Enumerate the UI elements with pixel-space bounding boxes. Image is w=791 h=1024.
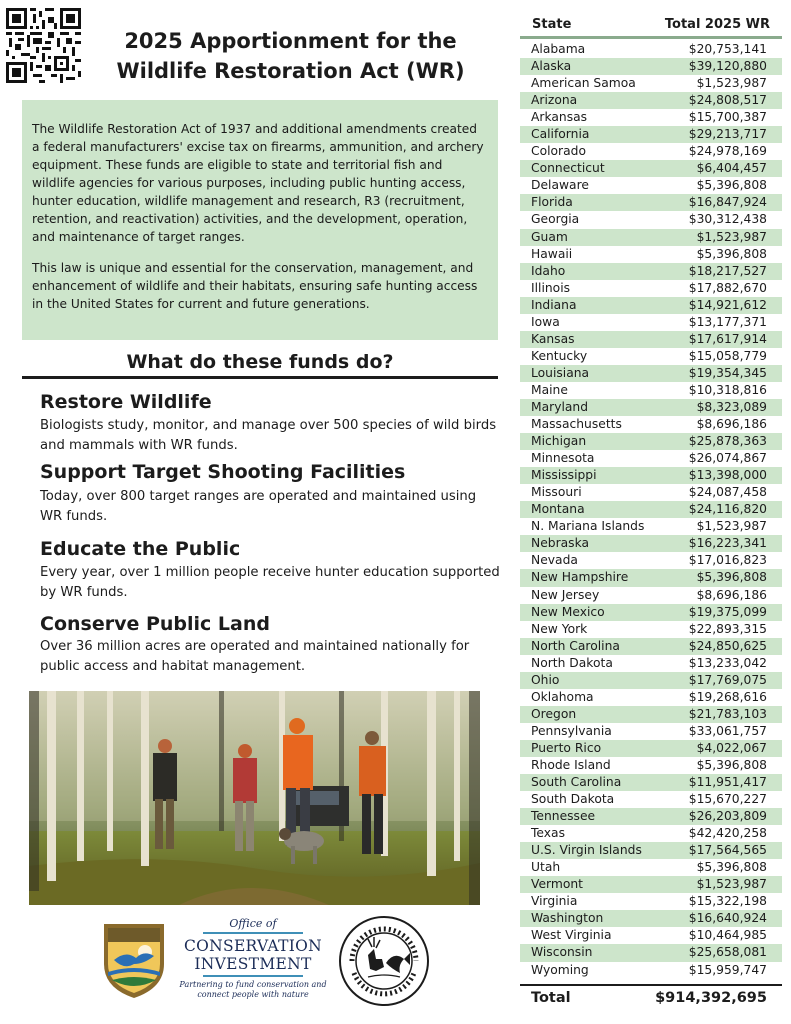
state-name: Texas — [531, 826, 565, 841]
state-name: Michigan — [531, 434, 587, 449]
state-name: Iowa — [531, 314, 560, 329]
table-header-rule — [520, 36, 782, 39]
state-amount: $22,893,315 — [688, 621, 767, 636]
fund-heading-restore-wildlife: Restore Wildlife — [40, 391, 212, 413]
state-name: Oregon — [531, 706, 577, 721]
table-row — [520, 604, 782, 621]
state-amount: $10,464,985 — [688, 928, 767, 943]
oci-rule-bottom — [203, 975, 303, 977]
state-name: Arkansas — [531, 110, 588, 125]
table-row — [520, 467, 782, 484]
state-amount: $5,396,808 — [696, 178, 767, 193]
state-name: Wisconsin — [531, 945, 593, 960]
table-row — [520, 194, 782, 211]
table-row — [520, 927, 782, 944]
state-name: Missouri — [531, 485, 582, 500]
fund-heading-educate-public: Educate the Public — [40, 538, 241, 560]
state-name: Utah — [531, 860, 561, 875]
table-row — [520, 689, 782, 706]
fund-text-restore-wildlife: Biologists study, monitor, and manage over 500 species of wild birds and mammals with WR funds. — [40, 418, 497, 453]
table-row — [520, 859, 782, 876]
state-amount: $17,882,670 — [688, 280, 767, 295]
state-amount: $24,116,820 — [688, 502, 767, 517]
state-name: Vermont — [531, 877, 583, 892]
table-row — [520, 518, 782, 535]
state-name: Delaware — [531, 178, 589, 193]
table-row — [520, 314, 782, 331]
state-amount: $24,808,517 — [688, 93, 767, 108]
state-name: New Mexico — [531, 604, 605, 619]
oci-tagline: Partnering to fund conservation and connect people with nature — [179, 980, 327, 999]
intro-paragraph-1: The Wildlife Restoration Act of 1937 and additional amendments created a federal manufacturers' excise tax on firearms, ammunition, and archery equipment. These funds are eligible to state and territorial fish and wildlife agencies for various purposes, including public hunting access, hunter education, wildlife management and research, R3 (recruitment, retention, and reactivation) activities, and the development, operation, and maintenance of target ranges. — [32, 122, 484, 244]
state-name: Florida — [531, 195, 573, 210]
state-amount: $19,375,099 — [688, 604, 767, 619]
state-amount: $17,564,565 — [688, 843, 767, 858]
state-name: Hawaii — [531, 246, 573, 261]
state-name: Wyoming — [531, 962, 589, 977]
state-name: South Dakota — [531, 792, 615, 807]
state-amount: $8,323,089 — [696, 399, 767, 414]
state-name: New Hampshire — [531, 570, 629, 585]
state-amount: $17,016,823 — [688, 553, 767, 568]
state-amount: $16,640,924 — [688, 911, 767, 926]
office-of-conservation-investment-logo — [178, 917, 328, 1017]
state-name: Massachusetts — [531, 417, 622, 432]
state-amount: $25,878,363 — [688, 434, 767, 449]
table-row — [520, 143, 782, 160]
table-row — [520, 655, 782, 672]
table-row — [520, 587, 782, 604]
table-row — [520, 109, 782, 126]
table-row — [520, 382, 782, 399]
table-row — [520, 160, 782, 177]
state-amount: $8,696,186 — [696, 587, 767, 602]
state-name: New York — [531, 621, 588, 636]
table-row — [520, 825, 782, 842]
state-name: Maine — [531, 382, 568, 397]
state-name: Georgia — [531, 212, 580, 227]
table-row — [520, 552, 782, 569]
state-name: U.S. Virgin Islands — [531, 843, 642, 858]
title-line-2: Wildlife Restoration Act (WR) — [116, 59, 465, 83]
state-name: Washington — [531, 911, 604, 926]
qr-code — [6, 8, 81, 83]
state-amount: $6,404,457 — [696, 161, 767, 176]
state-amount: $20,753,141 — [688, 42, 767, 56]
state-amount: $11,951,417 — [688, 775, 767, 790]
table-row — [520, 621, 782, 638]
state-name: Minnesota — [531, 451, 595, 466]
oci-office-text: Office of — [229, 917, 277, 930]
state-name: Indiana — [531, 297, 577, 312]
state-name: Oklahoma — [531, 689, 594, 704]
table-row — [520, 41, 782, 58]
table-row — [520, 910, 782, 927]
state-amount: $25,658,081 — [688, 945, 767, 960]
table-row — [520, 246, 782, 263]
table-row — [520, 774, 782, 791]
fund-heading-target-shooting: Support Target Shooting Facilities — [40, 461, 406, 483]
state-name: Puerto Rico — [531, 740, 602, 755]
state-amount: $5,396,808 — [696, 757, 767, 772]
state-name: Nebraska — [531, 536, 590, 551]
table-row — [520, 416, 782, 433]
state-amount: $14,921,612 — [688, 297, 767, 312]
state-amount: $24,087,458 — [688, 485, 767, 500]
table-row — [520, 569, 782, 586]
state-name: Mississippi — [531, 468, 597, 483]
page-title — [88, 26, 493, 86]
state-amount: $8,696,186 — [696, 417, 767, 432]
state-amount: $15,700,387 — [688, 110, 767, 125]
title-line-1: 2025 Apportionment for the — [124, 29, 457, 53]
state-amount: $29,213,717 — [688, 127, 767, 142]
table-row — [520, 740, 782, 757]
total-amount: $914,392,695 — [655, 990, 767, 1006]
state-name: Arizona — [531, 93, 578, 108]
state-name: South Carolina — [531, 775, 622, 790]
state-amount: $24,978,169 — [688, 144, 767, 159]
state-name: North Dakota — [531, 655, 613, 670]
table-row — [520, 58, 782, 75]
table-row — [520, 672, 782, 689]
table-row — [520, 177, 782, 194]
state-name: Kansas — [531, 331, 575, 346]
column-header-total: Total 2025 WR — [664, 17, 770, 32]
funds-divider — [22, 376, 498, 379]
funds-heading: What do these funds do? — [126, 351, 394, 373]
column-header-state: State — [532, 17, 572, 32]
table-row — [520, 211, 782, 228]
table-header — [520, 14, 782, 36]
fund-heading-public-land: Conserve Public Land — [40, 613, 270, 635]
table-row — [520, 365, 782, 382]
table-row — [520, 962, 782, 979]
state-name: Montana — [531, 502, 585, 517]
table-row — [520, 501, 782, 518]
table-row — [520, 638, 782, 655]
state-amount: $30,312,438 — [688, 212, 767, 227]
table-row — [520, 126, 782, 143]
state-name: Alabama — [531, 42, 586, 56]
table-row — [520, 723, 782, 740]
state-amount: $5,396,808 — [696, 570, 767, 585]
state-name: Nevada — [531, 553, 578, 568]
state-name: American Samoa — [531, 76, 636, 91]
state-name: New Jersey — [531, 587, 600, 602]
table-row — [520, 280, 782, 297]
wildlife-sport-fish-restoration-logo — [338, 915, 430, 1007]
table-row — [520, 791, 782, 808]
fund-text-target-shooting: Today, over 800 target ranges are operated and maintained using WR funds. — [40, 489, 477, 524]
fund-text-educate-public: Every year, over 1 million people receive hunter education supported by WR funds. — [40, 565, 500, 600]
state-amount: $42,420,258 — [688, 826, 767, 841]
state-name: Alaska — [531, 59, 572, 74]
state-name: Virginia — [531, 894, 578, 909]
state-name: North Carolina — [531, 638, 620, 653]
state-name: Ohio — [531, 672, 560, 687]
intro-box — [22, 100, 498, 340]
state-name: Maryland — [531, 399, 589, 414]
table-row — [520, 348, 782, 365]
table-row — [520, 876, 782, 893]
table-row — [520, 842, 782, 859]
state-amount: $17,769,075 — [688, 672, 767, 687]
table-total-rule — [520, 984, 782, 986]
table-row — [520, 893, 782, 910]
state-name: Guam — [531, 229, 568, 244]
state-amount: $5,396,808 — [696, 246, 767, 261]
state-amount: $5,396,808 — [696, 860, 767, 875]
state-amount: $33,061,757 — [688, 723, 767, 738]
table-row — [520, 535, 782, 552]
table-row — [520, 484, 782, 501]
table-row — [520, 263, 782, 280]
state-name: West Virginia — [531, 928, 612, 943]
state-amount: $19,268,616 — [688, 689, 767, 704]
table-row — [520, 297, 782, 314]
state-amount: $13,233,042 — [688, 655, 767, 670]
apportionment-table — [520, 41, 782, 979]
state-name: Illinois — [531, 280, 571, 295]
state-amount: $1,523,987 — [696, 229, 767, 244]
table-row — [520, 757, 782, 774]
state-name: Pennsylvania — [531, 723, 612, 738]
state-name: California — [531, 127, 590, 142]
state-amount: $15,959,747 — [688, 962, 767, 977]
state-name: Kentucky — [531, 348, 588, 363]
table-row — [520, 450, 782, 467]
oci-rule — [203, 932, 303, 934]
state-amount: $21,783,103 — [688, 706, 767, 721]
state-amount: $10,318,816 — [688, 382, 767, 397]
state-name: Connecticut — [531, 161, 605, 176]
state-amount: $13,177,371 — [688, 314, 767, 329]
state-name: Tennessee — [531, 809, 596, 824]
state-amount: $39,120,880 — [688, 59, 767, 74]
state-name: Colorado — [531, 144, 586, 159]
state-amount: $15,058,779 — [688, 348, 767, 363]
state-amount: $26,203,809 — [688, 809, 767, 824]
state-amount: $1,523,987 — [696, 877, 767, 892]
state-name: N. Mariana Islands — [531, 519, 645, 534]
fish-and-wildlife-service-logo — [100, 920, 168, 1000]
table-row — [520, 706, 782, 723]
state-amount: $18,217,527 — [688, 263, 767, 278]
oci-name-line-1: CONSERVATION — [184, 937, 322, 955]
state-amount: $1,523,987 — [696, 76, 767, 91]
table-row — [520, 92, 782, 109]
state-amount: $26,074,867 — [688, 451, 767, 466]
table-row — [520, 75, 782, 92]
state-amount: $15,670,227 — [688, 792, 767, 807]
state-amount: $17,617,914 — [688, 331, 767, 346]
total-label: Total — [531, 990, 571, 1006]
state-amount: $13,398,000 — [688, 468, 767, 483]
state-amount: $19,354,345 — [688, 365, 767, 380]
intro-paragraph-2: This law is unique and essential for the conservation, management, and enhancement of wildlife and their habitats, ensuring safe hunting access in the United States for current and future generations. — [32, 261, 478, 311]
state-amount: $4,022,067 — [696, 740, 767, 755]
table-row — [520, 944, 782, 961]
table-row — [520, 229, 782, 246]
table-row — [520, 331, 782, 348]
state-name: Louisiana — [531, 365, 590, 380]
state-amount: $15,322,198 — [688, 894, 767, 909]
table-row — [520, 399, 782, 416]
state-name: Rhode Island — [531, 757, 611, 772]
oci-name-line-2: INVESTMENT — [194, 955, 312, 973]
table-row — [520, 433, 782, 450]
state-amount: $24,850,625 — [688, 638, 767, 653]
fund-text-public-land: Over 36 million acres are operated and maintained nationally for public access and habitat management. — [40, 639, 470, 674]
state-name: Idaho — [531, 263, 566, 278]
total-row — [520, 988, 782, 1010]
table-row — [520, 808, 782, 825]
hunters-photo — [29, 691, 480, 905]
state-amount: $16,847,924 — [688, 195, 767, 210]
state-amount: $16,223,341 — [688, 536, 767, 551]
state-amount: $1,523,987 — [696, 519, 767, 534]
